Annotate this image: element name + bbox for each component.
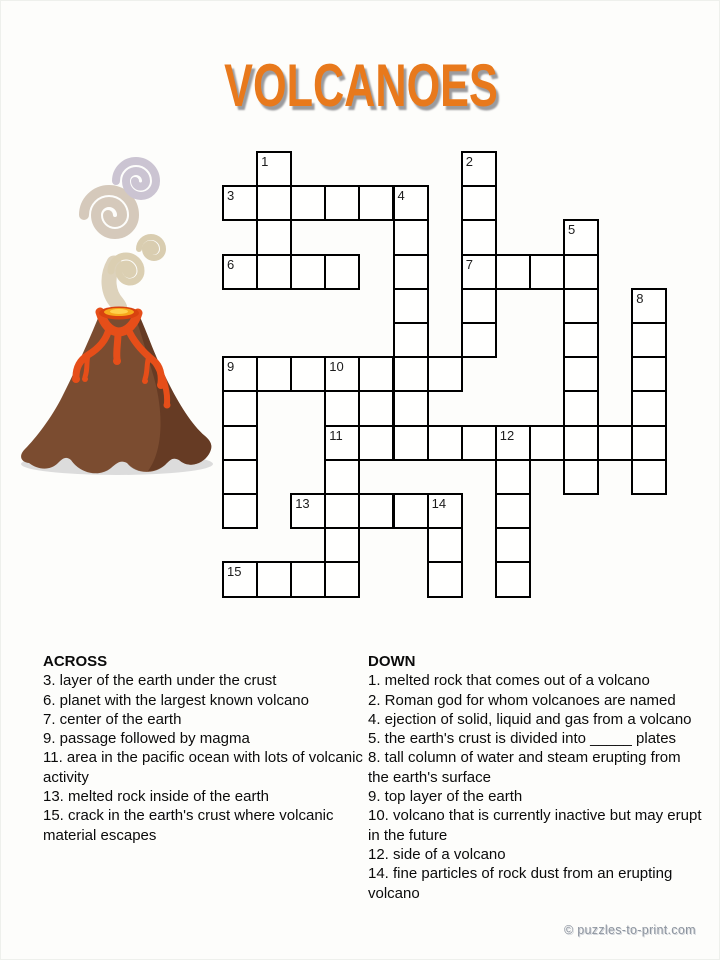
grid-cell[interactable]	[290, 493, 326, 529]
grid-cell[interactable]	[529, 425, 565, 461]
down-clue-list	[368, 671, 702, 903]
grid-cell[interactable]	[631, 322, 667, 358]
grid-cell[interactable]	[427, 561, 463, 597]
grid-cell[interactable]	[222, 561, 258, 597]
clue-item: 14. fine particles of rock dust from an erupting volcano	[368, 865, 673, 902]
clue-item: 7. center of the earth	[43, 710, 182, 728]
grid-cell[interactable]	[393, 219, 429, 255]
grid-cell[interactable]	[461, 219, 497, 255]
grid-cell[interactable]	[393, 390, 429, 426]
grid-cell[interactable]	[461, 185, 497, 221]
grid-cell[interactable]	[461, 151, 497, 187]
grid-cell[interactable]	[631, 390, 667, 426]
grid-cell[interactable]	[324, 527, 360, 563]
grid-cell[interactable]	[563, 219, 599, 255]
grid-cell[interactable]	[563, 322, 599, 358]
down-header: DOWN	[368, 653, 416, 670]
grid-cell[interactable]	[290, 561, 326, 597]
clue-item: 11. area in the pacific ocean with lots of volcanic activity	[43, 749, 363, 786]
clue-number: 9	[227, 359, 235, 375]
grid-cell[interactable]	[324, 254, 360, 290]
clue-number: 10	[329, 359, 344, 375]
grid-cell[interactable]	[256, 254, 292, 290]
grid-cell[interactable]	[393, 356, 429, 392]
grid-cell[interactable]	[495, 425, 531, 461]
grid-cell[interactable]	[324, 356, 360, 392]
clue-item: 1. melted rock that comes out of a volcano	[368, 672, 650, 690]
page-title: VOLCANOES	[224, 52, 498, 119]
grid-cell[interactable]	[427, 493, 463, 529]
grid-cell[interactable]	[290, 254, 326, 290]
grid-cell[interactable]	[631, 459, 667, 495]
grid-cell[interactable]	[358, 390, 394, 426]
grid-cell[interactable]	[495, 459, 531, 495]
grid-cell[interactable]	[358, 493, 394, 529]
grid-cell[interactable]	[563, 356, 599, 392]
grid-cell[interactable]	[563, 288, 599, 324]
clue-number: 13	[295, 496, 310, 511]
grid-cell[interactable]	[222, 459, 258, 495]
grid-cell[interactable]	[290, 356, 326, 392]
grid-cell[interactable]	[461, 288, 497, 324]
grid-cell[interactable]	[358, 425, 394, 461]
clue-number: 6	[227, 256, 235, 272]
grid-cell[interactable]	[324, 561, 360, 597]
grid-cell[interactable]	[222, 356, 258, 392]
grid-cell[interactable]	[597, 425, 633, 461]
grid-cell[interactable]	[631, 356, 667, 392]
grid-cell[interactable]	[256, 561, 292, 597]
grid-cell[interactable]	[256, 151, 292, 187]
grid-cell[interactable]	[393, 288, 429, 324]
grid-cell[interactable]	[631, 288, 667, 324]
grid-cell[interactable]	[324, 185, 360, 221]
grid-cell[interactable]	[393, 493, 429, 529]
volcano-illustration	[14, 151, 219, 481]
grid-cell[interactable]	[324, 425, 360, 461]
clue-number: 12	[499, 427, 515, 443]
clue-item: 4. ejection of solid, liquid and gas from a volcano	[368, 710, 692, 728]
watermark: © puzzles-to-print.com	[564, 923, 696, 937]
grid-cell[interactable]	[222, 425, 258, 461]
across-clues-section	[43, 652, 373, 845]
clue-item: 9. top layer of the earth	[368, 788, 523, 806]
grid-cell[interactable]	[324, 493, 360, 529]
grid-cell[interactable]	[358, 185, 394, 221]
clue-item: 13. melted rock inside of the earth	[43, 788, 269, 806]
clue-item: 10. volcano that is currently inactive but may erupt in the future	[368, 807, 702, 844]
grid-cell[interactable]	[358, 356, 394, 392]
grid-cell[interactable]	[563, 390, 599, 426]
grid-cell[interactable]	[222, 493, 258, 529]
clue-number: 5	[568, 222, 576, 238]
across-clue-list	[43, 671, 373, 845]
grid-cell[interactable]	[529, 254, 565, 290]
clue-number: 2	[465, 154, 473, 169]
clue-number: 14	[431, 496, 447, 511]
grid-cell[interactable]	[563, 254, 599, 290]
clue-item: 3. layer of the earth under the crust	[43, 672, 277, 690]
clue-number: 8	[636, 290, 644, 306]
grid-cell[interactable]	[495, 561, 531, 597]
grid-cell[interactable]	[290, 185, 326, 221]
grid-cell[interactable]	[222, 254, 258, 290]
across-header: ACROSS	[43, 653, 108, 670]
grid-cell[interactable]	[393, 322, 429, 358]
clue-item: 9. passage followed by magma	[43, 730, 250, 748]
grid-cell[interactable]	[461, 322, 497, 358]
clue-number: 3	[227, 188, 235, 204]
grid-cell[interactable]	[427, 425, 463, 461]
grid-cell[interactable]	[222, 185, 258, 221]
grid-cell[interactable]	[324, 459, 360, 495]
clue-item: 12. side of a volcano	[368, 845, 506, 863]
clue-number: 1	[261, 154, 269, 169]
grid-cell[interactable]	[427, 356, 463, 392]
clue-item: 6. planet with the largest known volcano	[43, 691, 309, 709]
down-clues-section	[368, 652, 702, 903]
clue-item: 8. tall column of water and steam erupting from the earth's surface	[368, 749, 681, 786]
crater	[99, 307, 139, 320]
clue-number: 4	[397, 188, 405, 204]
clue-number: 15	[227, 564, 242, 580]
grid-cell[interactable]	[495, 493, 531, 529]
grid-cell[interactable]	[222, 390, 258, 426]
grid-cell[interactable]	[563, 425, 599, 461]
grid-cell[interactable]	[461, 254, 497, 290]
clue-number: 11	[329, 427, 343, 443]
grid-cell[interactable]	[256, 356, 292, 392]
grid-cell[interactable]	[461, 425, 497, 461]
grid-cell[interactable]	[427, 527, 463, 563]
grid-cell[interactable]	[256, 185, 292, 221]
clue-item: 5. the earth's crust is divided into _____ plates	[368, 730, 677, 748]
smoke-swirls-icon	[84, 161, 163, 312]
grid-cell[interactable]	[393, 425, 429, 461]
clue-item: 15. crack in the earth's crust where volcanic material escapes	[43, 807, 334, 844]
clue-item: 2. Roman god for whom volcanoes are named	[368, 691, 676, 709]
grid-cell[interactable]	[631, 425, 667, 461]
grid-cell[interactable]	[324, 390, 360, 426]
grid-cell[interactable]	[393, 254, 429, 290]
grid-cell[interactable]	[256, 219, 292, 255]
grid-cell[interactable]	[495, 254, 531, 290]
grid-cell[interactable]	[495, 527, 531, 563]
grid-cell[interactable]	[393, 185, 429, 221]
grid-cell[interactable]	[563, 459, 599, 495]
clue-number: 7	[465, 256, 473, 272]
